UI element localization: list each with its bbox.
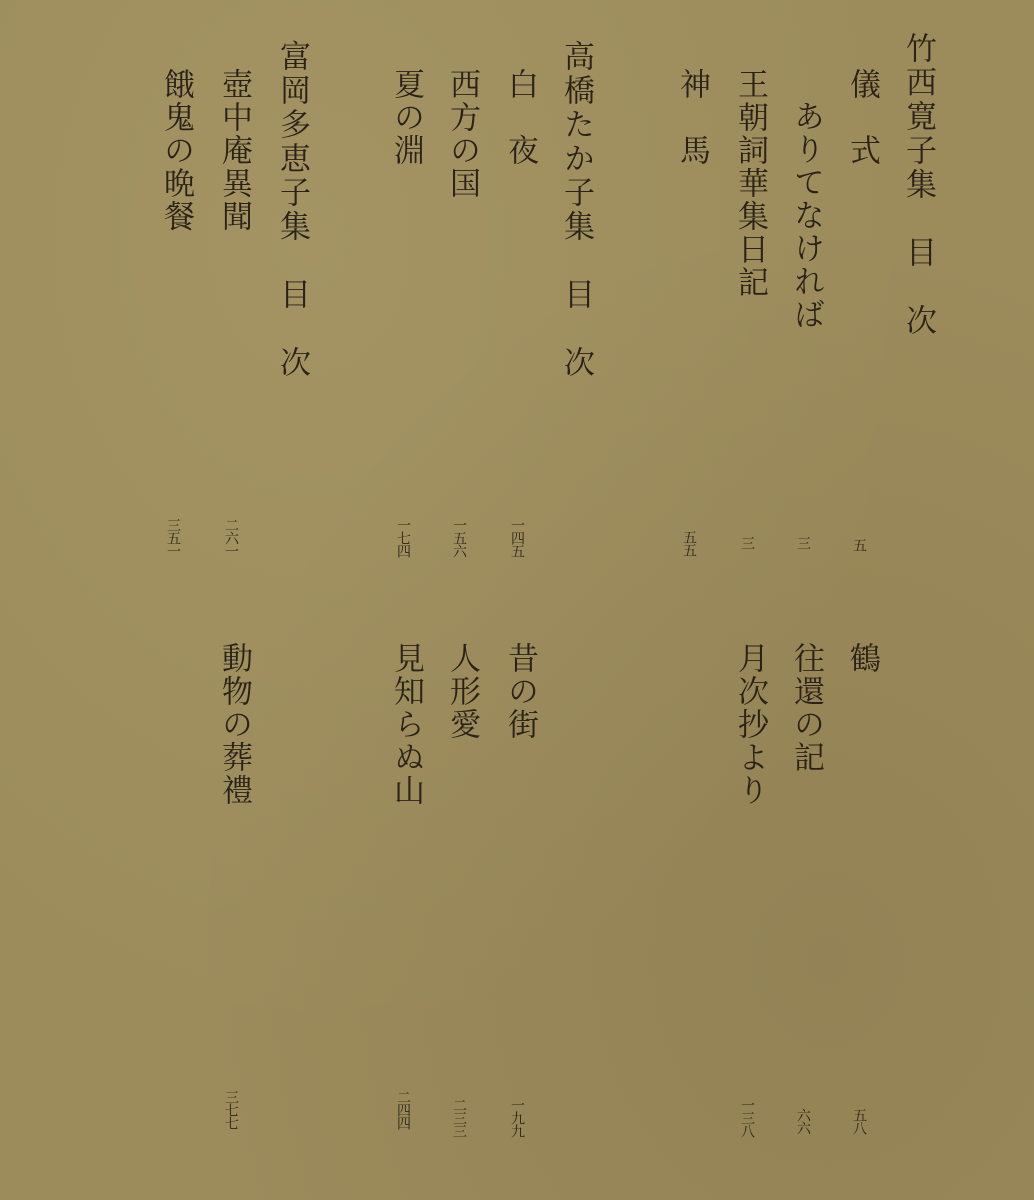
section-heading-tomioka: 富岡多恵子集 目 次 — [274, 40, 310, 380]
toc-entry-title: 見知らぬ山 — [388, 642, 424, 807]
toc-entry-page: 五 — [851, 538, 867, 551]
section-heading-takenishi: 竹西寛子集 目 次 — [900, 32, 936, 338]
toc-entry-page: 一九九 — [509, 1098, 525, 1137]
toc-entry-title: 人形愛 — [444, 642, 480, 741]
toc-entry-title: ありてなければ — [788, 100, 824, 331]
toc-entry-page: 一四五 — [509, 518, 525, 557]
toc-entry-title: 昔の街 — [502, 642, 538, 741]
toc-entry-page: 二三三 — [451, 1098, 467, 1137]
toc-entry-title: 動物の葬禮 — [216, 642, 252, 807]
toc-entry-page: 三七七 — [223, 1090, 239, 1129]
toc-entry-title: 王朝詞華集日記 — [732, 68, 768, 299]
toc-entry-page: 一三八 — [739, 1098, 755, 1137]
toc-entry-page: 五八 — [851, 1108, 867, 1134]
toc-entry-title: 餓鬼の晩餐 — [158, 68, 194, 233]
toc-entry-title: 壺中庵異聞 — [216, 68, 252, 233]
toc-entry-title: 白 夜 — [502, 68, 538, 167]
toc-entry-title: 月次抄より — [732, 642, 768, 807]
toc-entry-page: 三五一 — [165, 518, 181, 557]
toc-entry-page: 二四四 — [395, 1090, 411, 1129]
toc-entry-title: 夏の淵 — [388, 68, 424, 167]
toc-entry-page: 三 — [795, 536, 811, 549]
toc-entry-title: 往還の記 — [788, 642, 824, 774]
toc-entry-title: 西方の国 — [444, 68, 480, 200]
toc-entry-page: 五五 — [681, 530, 697, 556]
toc-entry-page: 二六一 — [223, 518, 239, 557]
toc-entry-page: 六六 — [795, 1108, 811, 1134]
toc-entry-page: 一七四 — [395, 518, 411, 557]
toc-entry-title: 儀 式 — [844, 68, 880, 167]
toc-entry-page: 三 — [739, 536, 755, 549]
toc-entry-title: 神 馬 — [674, 68, 710, 167]
toc-entry-page: 一五六 — [451, 518, 467, 557]
section-heading-takahashi: 高橋たか子集 目 次 — [558, 40, 594, 380]
toc-entry-title: 鶴 — [844, 642, 880, 675]
